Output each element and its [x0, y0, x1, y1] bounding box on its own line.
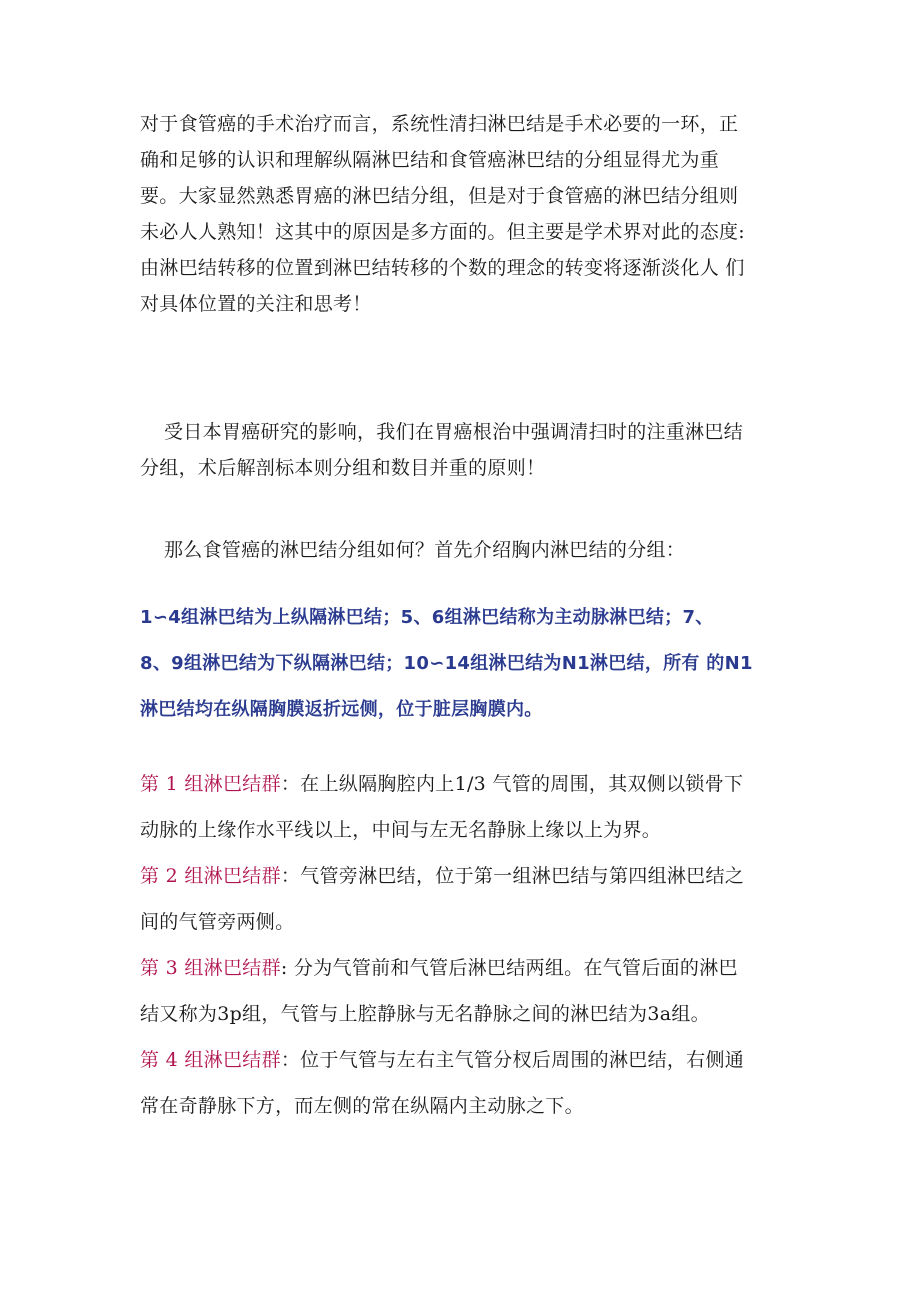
group-line: 间的气管旁两侧。: [140, 911, 295, 933]
japan-line: 受日本胃癌研究的影响，我们在胃癌根治中强调清扫时的注重淋巴结: [164, 421, 744, 443]
group-text: ：位于气管与左右主气管分杈后周围的淋巴结，右侧通: [280, 1049, 745, 1071]
intro-line: 确和足够的认识和理解纵隔淋巴结和食管癌淋巴结的分组显得尤为重: [140, 149, 720, 171]
group-line: 结又称为3p组，气管与上腔静脉与无名静脉之间的淋巴结为3a组。: [140, 1003, 710, 1025]
group-2-paragraph: [140, 853, 790, 945]
summary-paragraph: [140, 595, 790, 733]
question-line: 那么食管癌的淋巴结分组如何？首先介绍胸内淋巴结的分组：: [164, 539, 686, 561]
group-line: 动脉的上缘作水平线以上，中间与左无名静脉上缘以上为界。: [140, 819, 662, 841]
summary-line: 淋巴结均在纵隔胸膜返折远侧，位于脏层胸膜内。: [140, 699, 543, 720]
group-text: ：气管旁淋巴结，位于第一组淋巴结与第四组淋巴结之: [280, 865, 745, 887]
intro-line: 对具体位置的关注和思考！: [140, 293, 372, 315]
group-label: 第 1 组淋巴结群: [140, 773, 281, 795]
group-3-paragraph: [140, 945, 790, 1037]
japan-line: 分组，术后解剖标本则分组和数目并重的原则！: [140, 457, 546, 479]
summary-line: 1∽4组淋巴结为上纵隔淋巴结；5、6组淋巴结称为主动脉淋巴结；7、: [140, 607, 714, 628]
intro-paragraph: [140, 106, 790, 322]
group-line: [140, 853, 790, 899]
japan-paragraph: [140, 414, 790, 486]
intro-line: 由淋巴结转移的位置到淋巴结转移的个数的理念的转变将逐渐淡化人 们: [140, 257, 745, 279]
group-line: [140, 761, 790, 807]
intro-line: 要。大家显然熟悉胃癌的淋巴结分组，但是对于食管癌的淋巴结分组则: [140, 185, 739, 207]
summary-line: 8、9组淋巴结为下纵隔淋巴结；10∽14组淋巴结为N1淋巴结，所有 的N1: [140, 653, 753, 674]
group-text: : 分为气管前和气管后淋巴结两组。在气管后面的淋巴: [280, 957, 738, 979]
intro-line: 未必人人熟知！这其中的原因是多方面的。但主要是学术界对此的态度:: [140, 221, 746, 243]
group-line: [140, 945, 790, 991]
group-4-paragraph: [140, 1037, 790, 1129]
question-paragraph: [140, 532, 790, 568]
group-text: ：在上纵隔胸腔内上1/3 气管的周围，其双侧以锁骨下: [280, 773, 744, 795]
group-line: [140, 1037, 790, 1083]
group-line: 常在奇静脉下方，而左侧的常在纵隔内主动脉之下。: [140, 1095, 584, 1117]
group-label: 第 3 组淋巴结群: [140, 957, 281, 979]
intro-line: 对于食管癌的手术治疗而言，系统性清扫淋巴结是手术必要的一环，正: [140, 113, 739, 135]
group-label: 第 2 组淋巴结群: [140, 865, 281, 887]
group-1-paragraph: [140, 761, 790, 853]
group-label: 第 4 组淋巴结群: [140, 1049, 281, 1071]
